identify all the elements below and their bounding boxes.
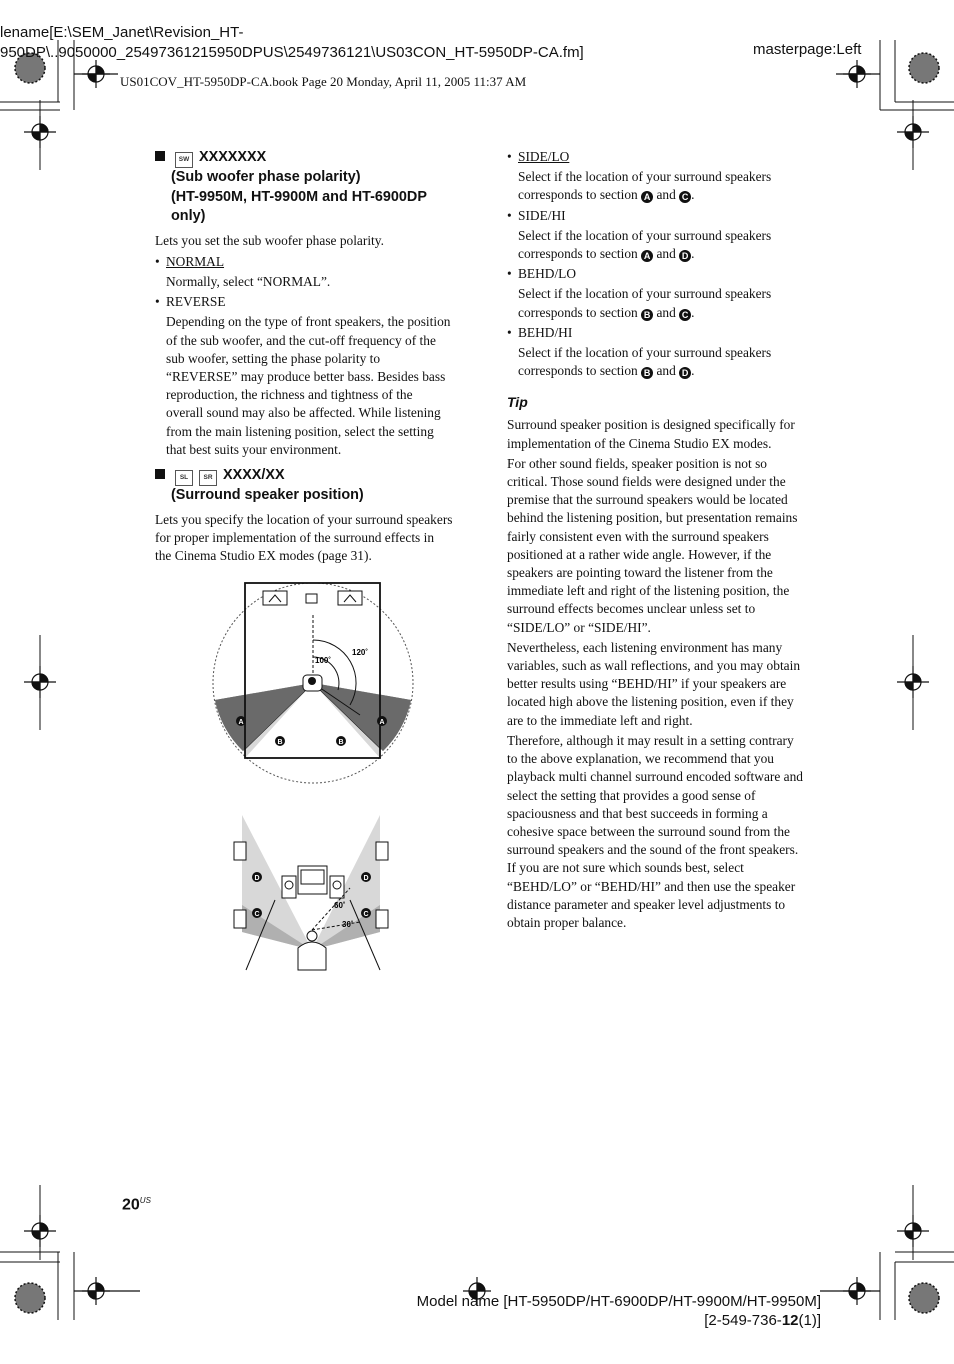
desc-line: Depending on the type of front speakers, the position — [166, 314, 451, 330]
surround-section — [155, 466, 473, 565]
surround-heading — [155, 466, 473, 506]
option-label: BEHD/LO — [518, 266, 577, 282]
sw-icon: SW — [175, 152, 193, 168]
option-normal: • NORMAL — [155, 253, 225, 269]
tip-line: positioned at a rather wide angle. However, if the — [507, 546, 772, 562]
tip-paragraph-1 — [507, 416, 822, 452]
zone-a-marker: A — [379, 719, 385, 726]
tip-line: located high above the listening position, even if they — [507, 694, 794, 710]
phase-title-line3: (HT-9950M, HT-9900M and HT-6900DP — [171, 188, 427, 205]
option-desc: corresponds to section B and D . — [518, 363, 695, 379]
desc-line: “REVERSE” may produce better bass. Besides bass — [166, 368, 446, 384]
section-c-icon: C — [679, 191, 691, 203]
tip-line: For other sound fields, speaker position is not so — [507, 455, 767, 471]
front-left-speaker-icon — [263, 591, 287, 605]
tip-line: speakers are pointing toward the listener from the — [507, 565, 773, 581]
phase-title-line4: only) — [171, 208, 206, 224]
zone-d-marker: D — [254, 875, 260, 882]
section-d-icon: D — [679, 250, 691, 262]
tip-paragraph-2 — [507, 455, 822, 637]
option-label: BEHD/HI — [518, 324, 573, 340]
section-b-icon: B — [641, 367, 653, 379]
option-desc: Select if the location of your surround speakers — [518, 169, 772, 185]
sr-icon: SR — [199, 470, 217, 486]
phase-title-code: XXXXXXX — [199, 149, 267, 165]
option-desc: corresponds to section A and D . — [518, 246, 695, 262]
page-number-value: 20 — [122, 1196, 140, 1214]
tip-line: immediate left and right of the listening position, the — [507, 583, 790, 599]
tip-line: premise that the surround speakers would be located — [507, 492, 788, 508]
intro-line: Lets you specify the location of your surround speakers — [155, 511, 453, 527]
zone-b-marker: B — [338, 739, 344, 746]
tip-line: better results using “BEHD/HI” if your speakers are — [507, 676, 787, 692]
zone-d-marker: D — [363, 875, 369, 882]
front-left-speaker-icon — [282, 876, 296, 898]
tip-line: Nevertheless, each listening environment has many — [507, 639, 783, 655]
tip-line: variables, such as wall reflections, and you may obtain — [507, 658, 801, 674]
option-normal-label: NORMAL — [166, 253, 225, 269]
surround-title-code: XXXX/XX — [223, 467, 285, 483]
desc-line: overall sound may also be affected. While listening — [166, 405, 441, 421]
desc-line: from the main listening position, select the setting — [166, 423, 434, 439]
tip-line: implementation of the Cinema Studio EX modes. — [507, 435, 772, 451]
room-zone-diagram — [205, 575, 420, 790]
phase-heading — [155, 148, 470, 227]
tip-line: playback multi channel surround encoded software and — [507, 769, 803, 785]
intro-line: the Cinema Studio EX modes (page 31). — [155, 547, 372, 563]
option-label: SIDE/LO — [518, 149, 570, 164]
tip-line: fairly consistent even with the surround speakers — [507, 528, 769, 544]
tip-line: critical. Those sound fields were designed under the — [507, 474, 786, 490]
option-desc: Select if the location of your surround speakers — [518, 227, 772, 243]
tip-line: spaciousness and that best succeeds in forming a — [507, 805, 768, 821]
tip-line: behind the listening position, but presentation remains — [507, 510, 798, 526]
tip-heading: Tip — [507, 394, 528, 411]
tip-line: cohesive space between the surround sound from the — [507, 823, 790, 839]
phase-title-line2: (Sub woofer phase polarity) — [171, 169, 361, 185]
intro-line: for proper implementation of the surround effects in — [155, 529, 435, 545]
section-a-icon: A — [641, 250, 653, 262]
page-number-suffix: US — [139, 1196, 151, 1205]
tip-paragraph-3 — [507, 639, 822, 730]
filename-line-1: lename[E:\SEM_Janet\Revision_HT- — [0, 24, 244, 41]
phase-section — [155, 148, 470, 459]
section-a-icon: A — [641, 191, 653, 203]
square-bullet-icon — [155, 151, 165, 161]
option-reverse-desc — [155, 313, 470, 459]
tip-line: obtain proper balance. — [507, 914, 627, 930]
option-desc: corresponds to section B and C . — [518, 304, 695, 320]
tip-line: “BEHD/LO” or “BEHD/HI” and then use the speaker — [507, 878, 796, 894]
option-behd-lo: • BEHD/LO Select if the location of your surround speakers corresponds to section B and C . — [507, 265, 822, 322]
desc-line: sub woofer, setting the phase polarity to — [166, 350, 381, 366]
option-side-hi: • SIDE/HI Select if the location of your surround speakers corresponds to section A and D . — [507, 207, 822, 264]
angle-120-label: 120˚ — [352, 648, 369, 657]
sl-icon: SL — [175, 470, 193, 486]
option-reverse: • REVERSE — [155, 294, 226, 310]
front-right-speaker-icon — [338, 591, 362, 605]
angle-100-label: 100˚ — [315, 656, 332, 665]
speaker-height-diagram — [230, 810, 395, 975]
section-b-icon: B — [641, 309, 653, 321]
option-label: SIDE/HI — [518, 207, 566, 223]
option-desc: corresponds to section A and C . — [518, 187, 695, 203]
angle-30-label: 30˚ — [342, 920, 354, 929]
section-d-icon: D — [679, 367, 691, 379]
option-reverse-label: REVERSE — [166, 294, 226, 310]
surround-intro — [155, 511, 473, 566]
surround-speaker-low-left-icon — [234, 910, 246, 928]
part-number: [2-549-736-12(1)] — [704, 1312, 821, 1329]
tip-line: surround speakers and the sound of the front speakers. — [507, 842, 799, 858]
desc-line: reproduction, the richness and tightness of the — [166, 387, 413, 403]
section-c-icon: C — [679, 309, 691, 321]
filename-line-2: 950DP\..9050000_25497361215950DPUS\2549736121\US03CON_HT-5950DP-CA.fm] — [0, 44, 584, 61]
page-number — [122, 1196, 151, 1214]
tip-line: Surround speaker position is designed specifically for — [507, 417, 795, 433]
square-bullet-icon — [155, 469, 165, 479]
option-desc: Select if the location of your surround speakers — [518, 286, 772, 302]
option-behd-hi: • BEHD/HI Select if the location of your surround speakers corresponds to section B and D . — [507, 324, 822, 381]
tip-line: distance parameter and speaker level adjustments to — [507, 896, 786, 912]
listener-icon — [298, 942, 326, 970]
surround-speaker-low-right-icon — [376, 910, 388, 928]
tip-line: Therefore, although it may result in a setting contrary — [507, 732, 794, 748]
center-speaker-icon — [306, 594, 317, 603]
front-right-speaker-icon — [330, 876, 344, 898]
tip-line: “SIDE/LO” or “SIDE/HI”. — [507, 619, 651, 635]
tip-line: select the setting that provides a good sense of — [507, 787, 756, 803]
option-normal-desc: Normally, select “NORMAL”. — [166, 273, 331, 289]
tip-line: are to the immediate left and right. — [507, 712, 693, 728]
zone-c-marker: C — [363, 911, 369, 918]
zone-b-marker: B — [277, 739, 283, 746]
zone-a-marker: A — [238, 719, 244, 726]
surround-speaker-high-right-icon — [376, 842, 388, 860]
model-name: Model name [HT-5950DP/HT-6900DP/HT-9900M/HT-9950M] — [416, 1293, 821, 1310]
filename-header — [0, 23, 584, 63]
surround-options — [507, 148, 822, 932]
desc-line: that best suits your environment. — [166, 441, 342, 457]
zone-c-marker: C — [254, 911, 260, 918]
tip-paragraph-4 — [507, 732, 822, 932]
tip-line: surround effects becomes unclear unless set to — [507, 601, 756, 617]
tip-line: to the above explanation, we recommend that you — [507, 751, 774, 767]
desc-line: of the sub woofer, and the cut-off frequency of the — [166, 332, 436, 348]
option-side-lo: • SIDE/LO Select if the location of your surround speakers corresponds to section A and C . — [507, 148, 822, 205]
angle-60-label: 60˚ — [334, 901, 346, 910]
surround-speaker-high-left-icon — [234, 842, 246, 860]
surround-title-line2: (Surround speaker position) — [171, 487, 364, 503]
masterpage-label: masterpage:Left — [753, 41, 862, 58]
tip-line: If you are not sure which sounds best, select — [507, 860, 744, 876]
phase-intro: Lets you set the sub woofer phase polarity. — [155, 232, 384, 248]
book-info: US01COV_HT-5950DP-CA.book Page 20 Monday, April 11, 2005 11:37 AM — [120, 74, 527, 89]
option-desc: Select if the location of your surround speakers — [518, 345, 772, 361]
